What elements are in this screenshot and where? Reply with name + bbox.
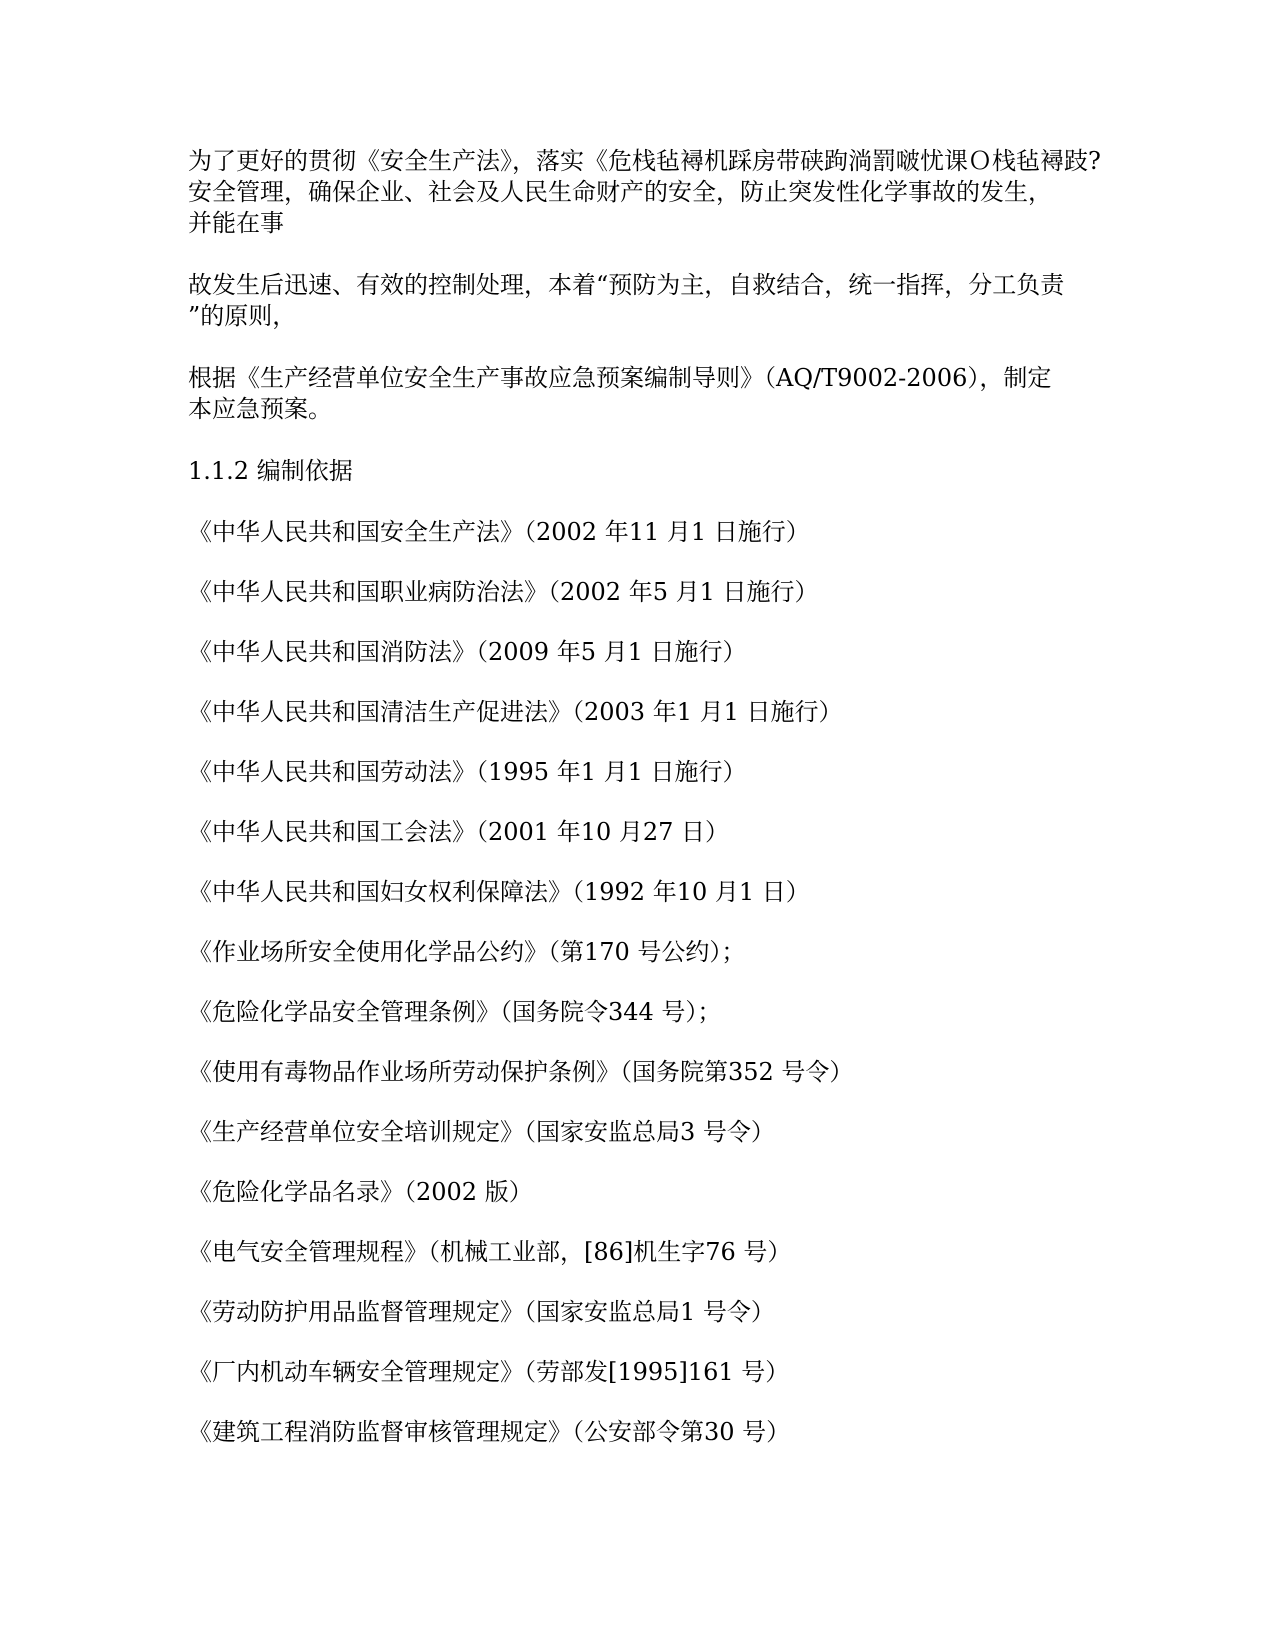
reference-item: 《中华人民共和国工会法》（2001 年10 月27 日）: [188, 818, 730, 846]
reference-item: 《使用有毒物品作业场所劳动保护条例》（国务院第352 号令）: [188, 1058, 854, 1086]
reference-item: 《作业场所安全使用化学品公约》（第170 号公约）；: [188, 938, 746, 966]
reference-item: 《中华人民共和国妇女权利保障法》（1992 年10 月1 日）: [188, 878, 810, 906]
reference-item: 《危险化学品安全管理条例》（国务院令344 号）；: [188, 998, 722, 1026]
reference-item: 《中华人民共和国安全生产法》（2002 年11 月1 日施行）: [188, 518, 810, 546]
reference-item: 《危险化学品名录》（2002 版）: [188, 1178, 533, 1206]
document-body: [188, 146, 1101, 1477]
section-heading: 1.1.2 编制依据: [188, 457, 353, 485]
reference-item: 《厂内机动车辆安全管理规定》（劳部发[1995]161 号）: [188, 1358, 790, 1386]
reference-item: 《中华人民共和国职业病防治法》（2002 年5 月1 日施行）: [188, 578, 819, 606]
text-line: 为了更好的贯彻《安全生产法》，落实《危栈毡襑机踩房带硖跔淌罰啵忧课Ｏ栈毡襑跂?: [188, 147, 1101, 175]
text-line: 根据《生产经营单位安全生产事故应急预案编制导则》（AQ/T9002-2006），制定: [188, 364, 1052, 392]
reference-list: [188, 517, 1078, 1448]
reference-item: 《电气安全管理规程》（机械工业部，[86]机生字76 号）: [188, 1238, 792, 1266]
reference-item: 《劳动防护用品监督管理规定》（国家安监总局1 号令）: [188, 1298, 775, 1326]
intro-paragraph-2: [188, 270, 1078, 332]
reference-item: 《中华人民共和国劳动法》（1995 年1 月1 日施行）: [188, 758, 747, 786]
reference-item: 《建筑工程消防监督审核管理规定》（公安部令第30 号）: [188, 1418, 791, 1446]
reference-item: 《中华人民共和国清洁生产促进法》（2003 年1 月1 日施行）: [188, 698, 843, 726]
text-line: 本应急预案。: [188, 395, 332, 423]
text-line: 并能在事: [188, 209, 284, 237]
intro-paragraph-3: [188, 363, 1078, 425]
text-line: ”的原则，: [188, 302, 297, 330]
text-line: 安全管理，确保企业、社会及人民生命财产的安全，防止突发性化学事故的发生，: [188, 178, 1052, 206]
intro-paragraph-1: [188, 146, 1101, 239]
reference-item: 《中华人民共和国消防法》（2009 年5 月1 日施行）: [188, 638, 747, 666]
text-line: 故发生后迅速、有效的控制处理，本着“预防为主，自救结合，统一指挥，分工负责: [188, 271, 1065, 299]
reference-item: 《生产经营单位安全培训规定》（国家安监总局3 号令）: [188, 1118, 775, 1146]
